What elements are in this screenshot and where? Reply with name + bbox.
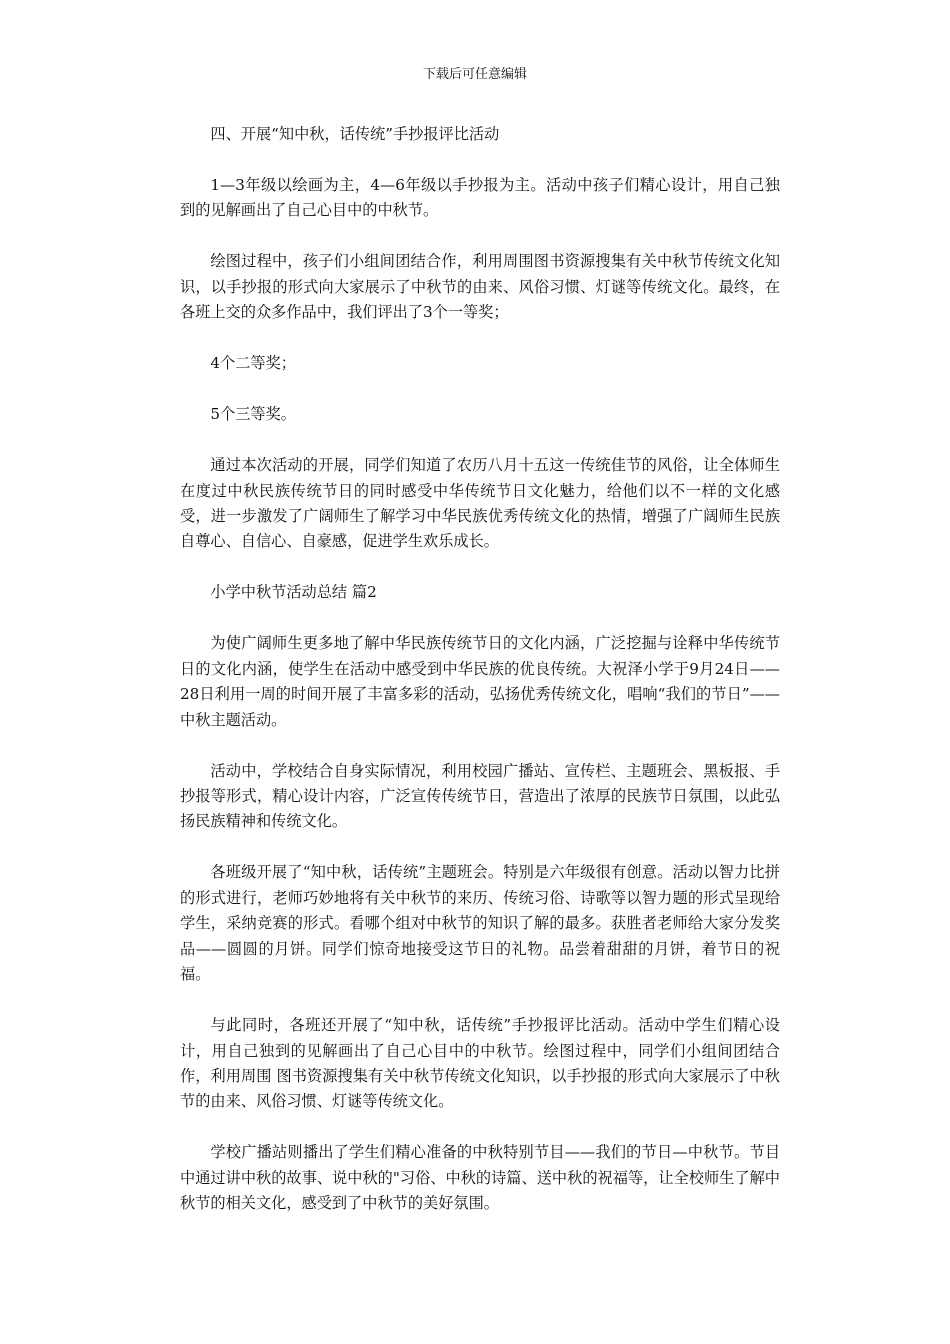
paragraph: 5个三等奖。	[210, 405, 296, 424]
paragraph: 学校广播站则播出了学生们精心准备的中秋特别节目——我们的节日—中秋节。节目中通过讲中秋的故事、说中秋的"习俗、中秋的诗篇、送中秋的祝福等，让全校师生了解中秋节的相关文化，感受到了中秋节的美好氛围。	[180, 1143, 780, 1213]
paragraph: 活动中，学校结合自身实际情况，利用校园广播站、宣传栏、主题班会、黑板报、手抄报等形式，精心设计内容，广泛宣传传统节日，营造出了浓厚的民族节日氛围，以此弘扬民族精神和传统文化。	[180, 761, 780, 831]
paragraph: 1—3年级以绘画为主，4—6年级以手抄报为主。活动中孩子们精心设计，用自己独到的见解画出了自己心目中的中秋节。	[180, 176, 780, 220]
section-heading: 四、开展“知中秋，话传统”手抄报评比活动	[210, 125, 500, 143]
paragraph: 为使广阔师生更多地了解中华民族传统节日的文化内涵，广泛挖掘与诠释中华传统节日的文化内涵，使学生在活动中感受到中华民族的优良传统。大祝泽小学于9月24日——28日利用一周的时间开展了丰富多彩的活动，弘扬优秀传统文化，唱响“我们的节日”——中秋主题活动。	[180, 634, 780, 729]
page-header-note: 下载后可任意编辑	[422, 67, 527, 82]
paragraph: 与此同时，各班还开展了“知中秋，话传统”手抄报评比活动。活动中学生们精心设计，用自己独到的见解画出了自己心目中的中秋节。绘图过程中，同学们小组间团结合作，利用周围 图书资源搜集有关中秋节传统文化知识，以手抄报的形式向大家展示了中秋节的由来、风俗习惯、灯谜等传统文化。	[180, 1016, 780, 1111]
section-title: 小学中秋节活动总结 篇2	[210, 583, 377, 602]
paragraph: 通过本次活动的开展，同学们知道了农历八月十五这一传统佳节的风俗，让全体师生在度过中秋民族传统节日的同时感受中华传统节日文化魅力，给他们以不一样的文化感受，进一步激发了广阔师生了解学习中华民族优秀传统文化的热情，增强了广阔师生民族自尊心、自信心、自豪感，促进学生欢乐成长。	[180, 456, 780, 551]
paragraph: 各班级开展了“知中秋，话传统”主题班会。特别是六年级很有创意。活动以智力比拼的形式进行，老师巧妙地将有关中秋节的来历、传统习俗、诗歌等以智力题的形式呈现给学生，采纳竞赛的形式。看哪个组对中秋节的知识了解的最多。获胜者老师给大家分发奖品——圆圆的月饼。同学们惊奇地接受这节日的礼物。品尝着甜甜的月饼，着节日的祝福。	[180, 863, 780, 984]
paragraph: 绘图过程中，孩子们小组间团结合作，利用周围图书资源搜集有关中秋节传统文化知识，以手抄报的形式向大家展示了中秋节的由来、风俗习惯、灯谜等传统文化。最终，在各班上交的众多作品中，我们评出了3个一等奖；	[180, 252, 780, 322]
paragraph: 4个二等奖；	[210, 354, 296, 373]
document-body	[180, 122, 780, 1217]
